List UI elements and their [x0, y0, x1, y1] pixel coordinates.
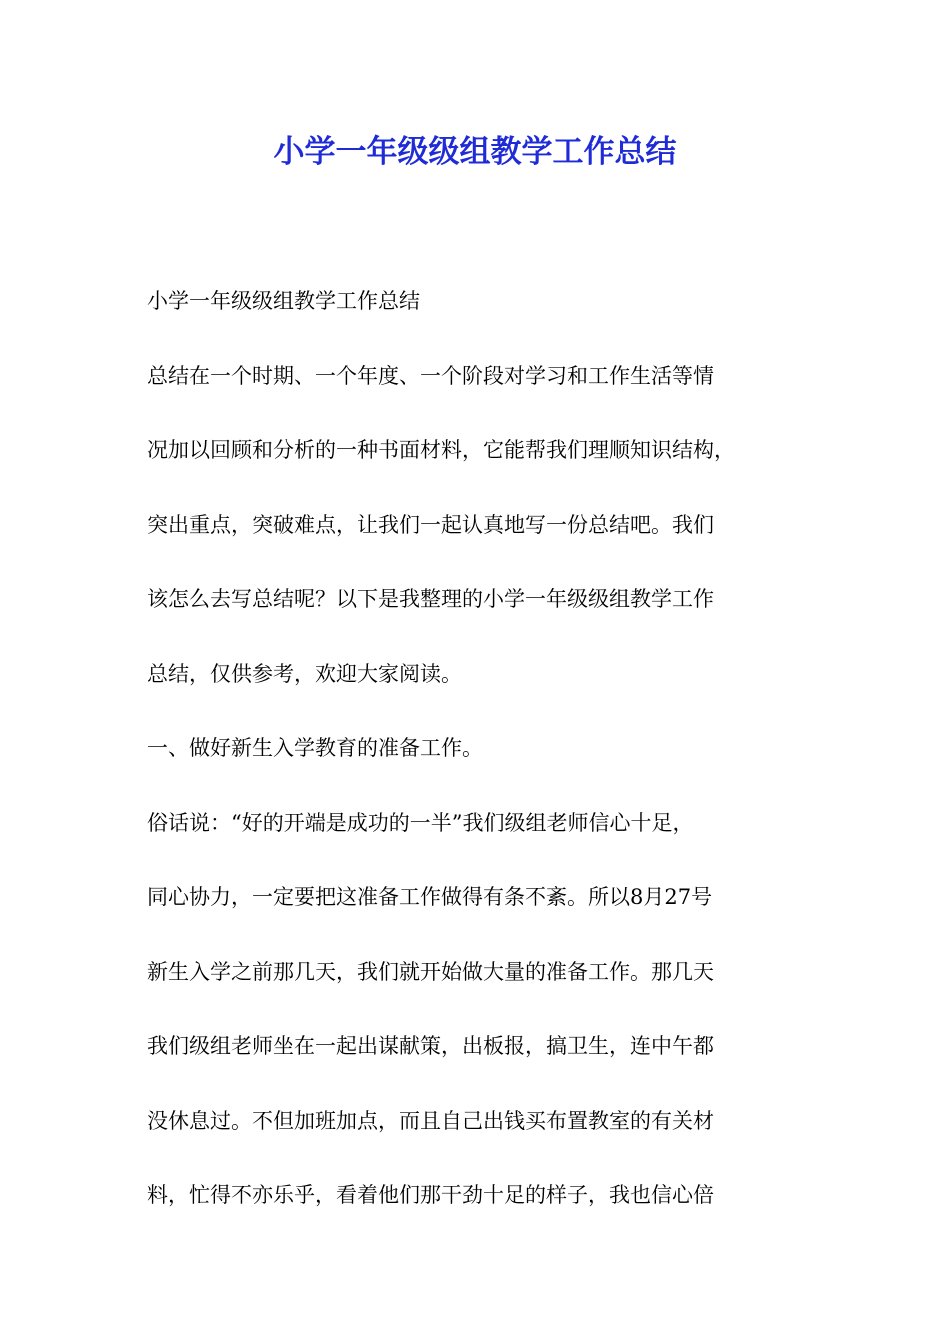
body-line: 我们级组老师坐在一起出谋献策，出板报，搞卫生，连中午都 [147, 1034, 714, 1058]
body-line: 同心协力，一定要把这准备工作做得有条不紊。所以8月27号 [147, 885, 713, 909]
body-line: 总结，仅供参考，欢迎大家阅读。 [147, 661, 462, 686]
body-line: 俗话说：“好的开端是成功的一半”我们级组老师信心十足， [147, 810, 694, 835]
body-line: 一、做好新生入学教育的准备工作。 [147, 736, 483, 760]
document-title: 小学一年级级组教学工作总结 [273, 134, 677, 170]
body-line: 况加以回顾和分析的一种书面材料，它能帮我们理顺知识结构， [147, 438, 735, 462]
body-line: 小学一年级级组教学工作总结 [147, 289, 420, 313]
body-line: 新生入学之前那几天，我们就开始做大量的准备工作。那几天 [147, 959, 714, 984]
body-line: 总结在一个时期、一个年度、一个阶段对学习和工作生活等情 [147, 363, 714, 388]
body-line: 料，忙得不亦乐乎，看着他们那干劲十足的样子，我也信心倍 [147, 1183, 714, 1207]
document-body [147, 264, 807, 1233]
body-line: 突出重点，突破难点，让我们一起认真地写一份总结吧。我们 [147, 512, 714, 537]
body-line: 该怎么去写总结呢？以下是我整理的小学一年级级组教学工作 [147, 587, 714, 611]
body-line: 没休息过。不但加班加点，而且自己出钱买布置教室的有关材 [147, 1108, 714, 1133]
